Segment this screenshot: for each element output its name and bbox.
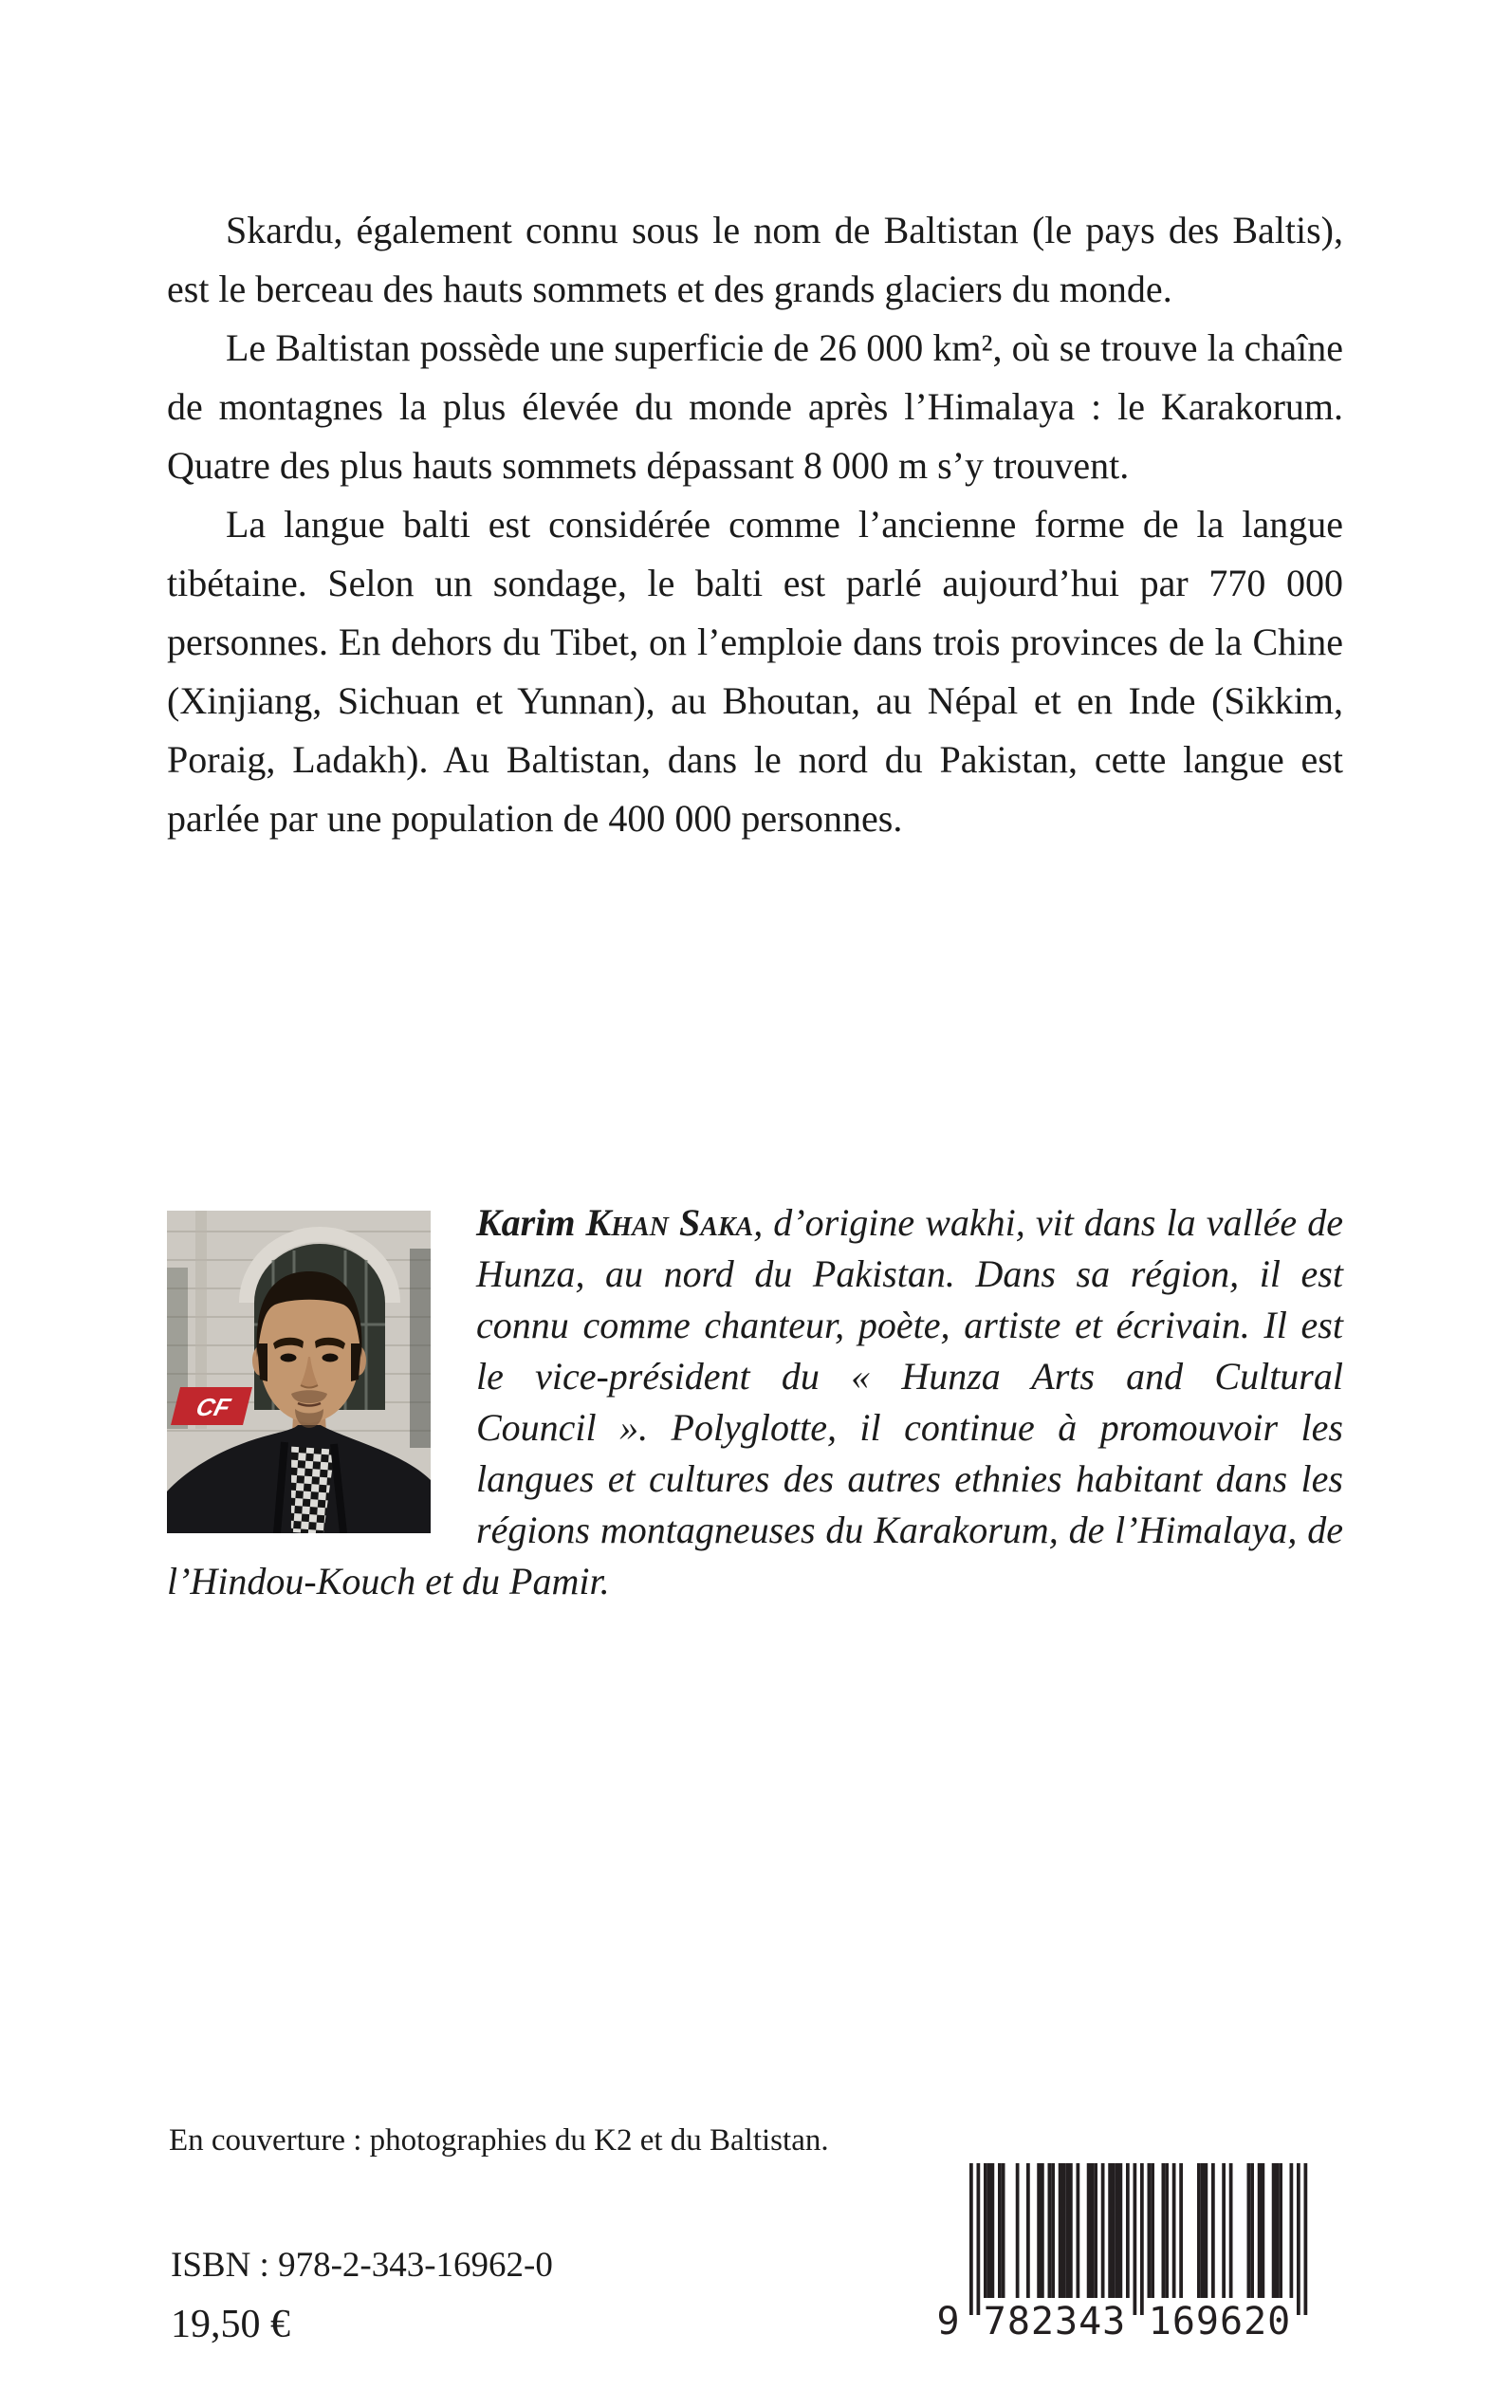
bio-body: , d’origine wakhi, vit dans la vallée de Hunza, au nord du Pakistan. Dans sa région, il est connu comme chanteur, poète, artiste et écrivain. Il est le vice-président du « Hunza Arts and Cultural Council ». Polyglotte, il continue à promouvoir les langues et cultures des autres ethnies habitant dans les régions montagneuses du Karakorum, de l’Himalaya, de l’Hindou-Kouch et du Pamir. xyxy=(167,1201,1343,1602)
eye-right xyxy=(323,1354,339,1362)
author-name: Karim Khan Saka xyxy=(476,1201,754,1244)
eye-left xyxy=(281,1354,297,1362)
isbn-number: ISBN : 978-2-343-16962-0 xyxy=(171,2246,553,2285)
author-bio xyxy=(167,1197,1343,1607)
cover-credit-note: En couverture : photographies du K2 et du Baltistan. xyxy=(169,2123,829,2158)
barcode-bars xyxy=(969,2163,1307,2315)
barcode-digits-left: 782343 xyxy=(983,2300,1127,2339)
ean13-barcode xyxy=(935,2163,1315,2339)
synopsis-paragraph-1: Skardu, également connu sous le nom de Baltistan (le pays des Baltis), est le berceau des hauts sommets et des grands glaciers du monde. xyxy=(167,209,1343,310)
right-window xyxy=(410,1249,431,1448)
synopsis xyxy=(167,201,1343,848)
barcode-digits-right: 169620 xyxy=(1148,2300,1292,2339)
synopsis-paragraph-2: Le Baltistan possède une superficie de 26 000 km², où se trouve la chaîne de montagnes la plus élevée du monde après l’Himalaya : le Karakorum. Quatre des plus hauts sommets dépassant 8 000 m s’y trouvent. xyxy=(167,326,1343,487)
synopsis-paragraph-3: La langue balti est considérée comme l’ancienne forme de la langue tibétaine. Selon un sondage, le balti est parlé aujourd’hui par 770 000 personnes. En dehors du Tibet, on l’emploie dans trois provinces de la Chine (Xinjiang, Sichuan et Yunnan), au Bhoutan, au Népal et en Inde (Sikkim, Poraig, Ladakh). Au Baltistan, dans le nord du Pakistan, cette langue est parlée par une population de 400 000 personnes. xyxy=(167,503,1343,840)
price: 19,50 € xyxy=(171,2303,290,2346)
barcode-svg xyxy=(935,2163,1315,2339)
barcode-digit-prefix: 9 xyxy=(936,2300,961,2339)
red-sign xyxy=(171,1387,252,1425)
author-photo xyxy=(167,1211,431,1533)
author-photo-illustration xyxy=(167,1211,431,1533)
red-sign-text: CF xyxy=(193,1393,233,1421)
